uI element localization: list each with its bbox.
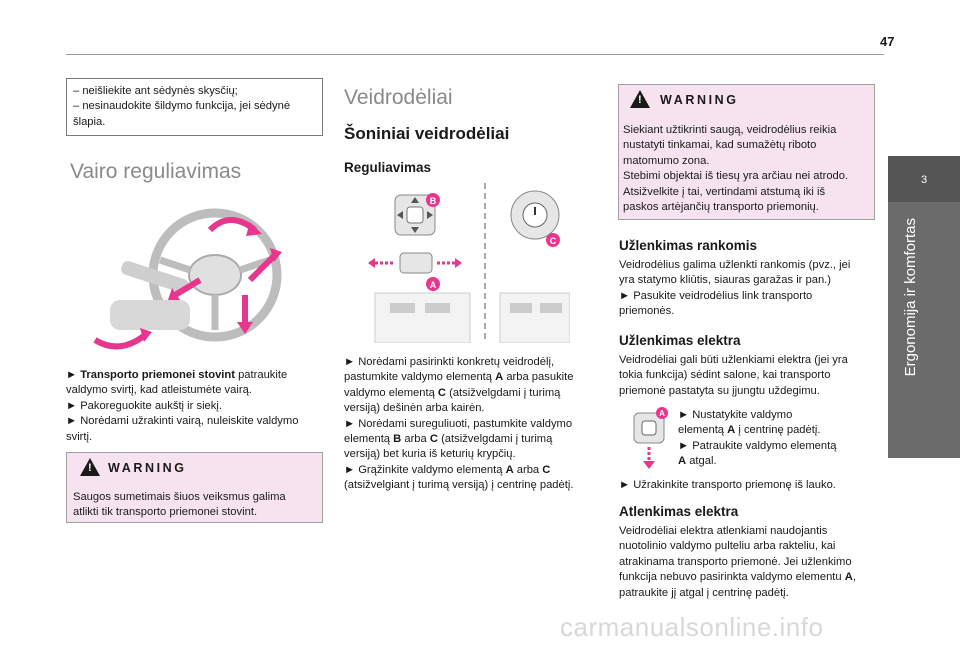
steering-wheel-illustration xyxy=(90,200,290,355)
mirror-controls-illustration xyxy=(365,183,570,343)
warning-title: WARNING xyxy=(108,461,187,475)
lock-step: ► Užrakinkite transporto priemonę iš lauko. xyxy=(619,479,836,491)
warning-title: WARNING xyxy=(660,93,739,107)
fold-control-illustration xyxy=(630,405,670,470)
heading-electric-fold: Užlenkimas elektra xyxy=(619,333,741,348)
warning-text: Saugos sumetimais šiuos veiksmus galima atlikti tik transporto priemonei stovint. xyxy=(73,491,286,519)
heading-unfold: Atlenkimas elektra xyxy=(619,504,739,519)
svg-text:A: A xyxy=(659,409,665,418)
unfold-text: Veidrodėliai elektra atlenkiami naudojantis nuotolinio valdymo pulteliu arba rakteliu, kai atrakinama transporto priemonė. Jei užlenkimo funkcija nebuvo pasirinkta valdymo elementu A, patraukite jį atgal į centrinę padėtį. xyxy=(619,525,856,599)
electric-fold-steps: ► Nustatykite valdymo elementą A į centrinę padėtį. ► Patraukite valdymo elementą A atgal. xyxy=(678,409,837,468)
subtitle-side-mirrors: Šoniniai veidrodėliai xyxy=(344,124,510,143)
chapter-number: 3 xyxy=(920,174,928,186)
section-title-mirrors: Veidrodėliai xyxy=(344,86,453,109)
label-a: A xyxy=(429,280,437,290)
chapter-title: Ergonomija ir komfortas xyxy=(902,218,919,377)
mirror-adjust-text: ► Norėdami pasirinkti konkretų veidrodėlį, pastumkite valdymo elementą A arba pasukite valdymo elementą C (atsižvelgdami į turimą versiją) dešinėn arba kairėn. ► Norėdami sureguliuoti, pastumkite valdymo elementą B arba C (atsižvelgdami į turimą versiją) bet kuria iš keturių krypčių. ► Grąžinkite valdymo elementą A arba C (atsižvelgiant į turimą versiją) į centrinę padėtį. xyxy=(344,356,574,492)
warning-mirrors-text: Siekiant užtikrinti saugą, veidrodėlius reikia nustatyti tinkamai, kad sumažėtų riboto matomumo zona. Stebimi objektai iš tiesų yra arčiau nei atrodo. Atsižvelkite į tai, vertindami atstumą iki iš paskos artėjančių transporto priemonių. xyxy=(623,124,849,214)
heading-adjustment: Reguliavimas xyxy=(344,160,432,175)
label-c: C xyxy=(549,236,557,246)
section-title-steering: Vairo reguliavimas xyxy=(70,160,242,183)
warning-icon: ! xyxy=(630,90,650,108)
seat-notes-text: – neišliekite ant sėdynės skysčių; – nesinaudokite šildymo funkcija, jei sėdynė šlapia. xyxy=(73,85,291,128)
steering-steps: ► Transporto priemonei stovint patraukite valdymo svirtį, kad atleistumėte vairą. ► Pakoreguokite aukštį ir siekį. ► Norėdami užrakinti vairą, nuleiskite valdymo svirtį. xyxy=(66,369,299,443)
warning-icon: ! xyxy=(80,458,100,476)
electric-fold-text: Veidrodėliai gali būti užlenkiami elektra (jei yra tokia funkcija) sėdint salone, kai transporto priemonė pastatyta su įjungtu uždegimu. xyxy=(619,354,848,397)
label-b: B xyxy=(429,196,437,206)
watermark: carmanualsonline.info xyxy=(560,612,824,642)
header-rule xyxy=(66,54,884,55)
heading-manual-fold: Užlenkimas rankomis xyxy=(619,238,758,253)
page-number: 47 xyxy=(880,34,895,49)
manual-fold-text: Veidrodėlius galima užlenkti rankomis (pvz., jei yra statymo kliūtis, siauras garažas ir pan.) ► Pasukite veidrodėlius link transporto priemonės. xyxy=(619,259,851,318)
